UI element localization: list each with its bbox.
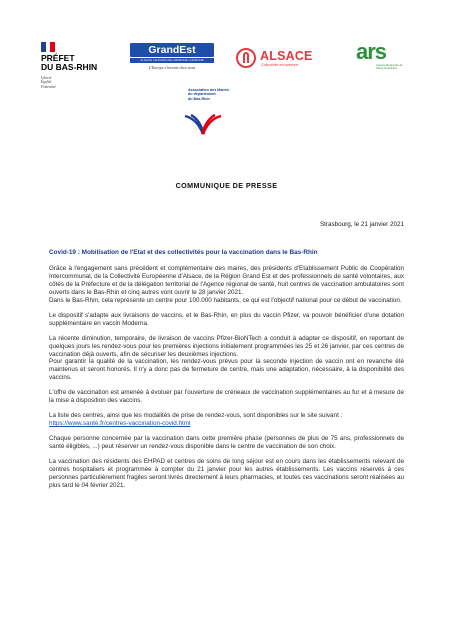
grand-est-subtitle: ALSACE CHAMPAGNE-ARDENNE LORRAINE [130,58,214,63]
ars-name: ars [356,39,387,64]
document-title: COMMUNIQUE DE PRESSE [175,181,278,190]
document-body [49,265,404,490]
motto-fraternite: Fraternité [41,84,56,89]
vaccination-centres-link[interactable]: https://www.sante.fr/centres-vaccination-covid.html [49,420,191,428]
amf-line-3: du Bas-Rhin [188,96,210,101]
amf-tricolor-stripes-icon [183,114,223,136]
ars-subtitle: Agence Régionale de Santé Grand Est [376,63,403,71]
paragraph-diminution: La récente diminution, temporaire, de livraison de vaccins Pfizer-BioNTech a conduit à adapter ce dispositif, en reportant de quelques jours les rendez-vous pour les premières injections initialement programmées les 25 et 26 janvier, par ces centres de vaccination déjà ouverts, afin de sécuriser les deuxièmes injections. [49,334,404,358]
liste-centres-text: La liste des centres, ainsi que les modalités de prise de rendez-vous, sont disponibles sur le site suivant : [49,412,343,420]
amf-text [188,88,229,101]
prefet-title-line2: DU BAS-RHIN [41,62,98,72]
marianne-flag-icon [41,42,55,52]
paragraph-qualite: Pour garantir la qualité de la vaccination, les rendez-vous prévus pour la seconde injection de vaccin ont en revanche été maintenus et seront honorés. Il n'y a donc pas de fermeture de centre, mais une adaptation, nécessaire, à la disponibilité des vaccins. [49,358,404,382]
paragraph-offre: L'offre de vaccination est amenée à évoluer par l'ouverture de créneaux de vaccination supplémentaires au fur et à mesure de la mise à disposition des vaccins. [49,389,404,405]
motto-egalite: Égalité [41,80,52,85]
paragraph-liste-centres [49,412,404,428]
prefet-title-line1: PRÉFET [41,53,75,63]
paragraph-ehpad: La vaccination des résidents des EHPAD et centres de soins de long séjour est en cours dans les établissements relevant de centres hospitaliers et programmée à compter du 21 janvier pour les autres établissements. Les vaccins réservés à ces personnes particulièrement fragiles seront livrés directement à leurs pharmacies, et toutes ces vaccinations seront réalisées au plus tard le 04 février 2021. [49,458,404,490]
alsace-name: ALSACE [260,49,313,63]
amf-line-1: Association des Maires [188,88,229,92]
grand-est-slogan: L'Europe s'invente chez nous [148,65,196,70]
alsace-logo [236,47,332,73]
amf-line-2: du département [188,92,216,97]
grand-est-name: GrandEst [130,43,214,57]
paragraph-rendez-vous: Chaque personne concernée par la vaccination dans cette première phase (personnes de plus de 75 ans, professionnels de santé éligibles, ...) peut réserver un rendez-vous disponible dans le centre de vaccination de son choix. [49,435,404,451]
paragraph-livraisons: Le dispositif s'adapte aux livraisons de vaccins, et le Bas-Rhin, en plus du vaccin Pfizer, va pouvoir bénéficier d'une dotation supplémentaire en vaccin Moderna. [49,311,404,327]
prefet-bas-rhin-logo [41,42,111,89]
alsace-mark-icon [236,48,256,68]
document-date: Strasbourg, le 21 janvier 2021 [319,221,404,228]
alsace-subtitle: Collectivité européenne [261,63,299,67]
paragraph-centre-ratio: Dans le Bas-Rhin, cela représente un centre pour 100.000 habitants, ce qui est l'objectif national pour ce début de vaccination. [49,296,402,304]
motto-liberte: Liberté [41,76,52,80]
prefet-motto [41,76,111,89]
grand-est-logo [130,43,214,70]
paragraph-engagement: Grâce à l'engagement sans précédent et complémentaire des maires, des présidents d'Etablissement Public de Coopération Intercommunal, de la Collectivité Européenne d'Alsace, de la Région Grand Est et des professionnels de santé volontaires, aux côtés de la Préfecture et de la délégation territorial de l'Agence régional de santé, huit centres de vaccination ambulatoires sont ouverts dans le Bas-Rhin et cinq autres vont ouvrir le 28 janvier 2021. [49,265,404,296]
amf-bas-rhin-logo [183,88,263,138]
document-subject: Covid-19 : Mobilisation de l'Etat et des collectivités pour la vaccination dans le Bas-Rhin [49,249,318,256]
ars-logo [356,41,404,75]
